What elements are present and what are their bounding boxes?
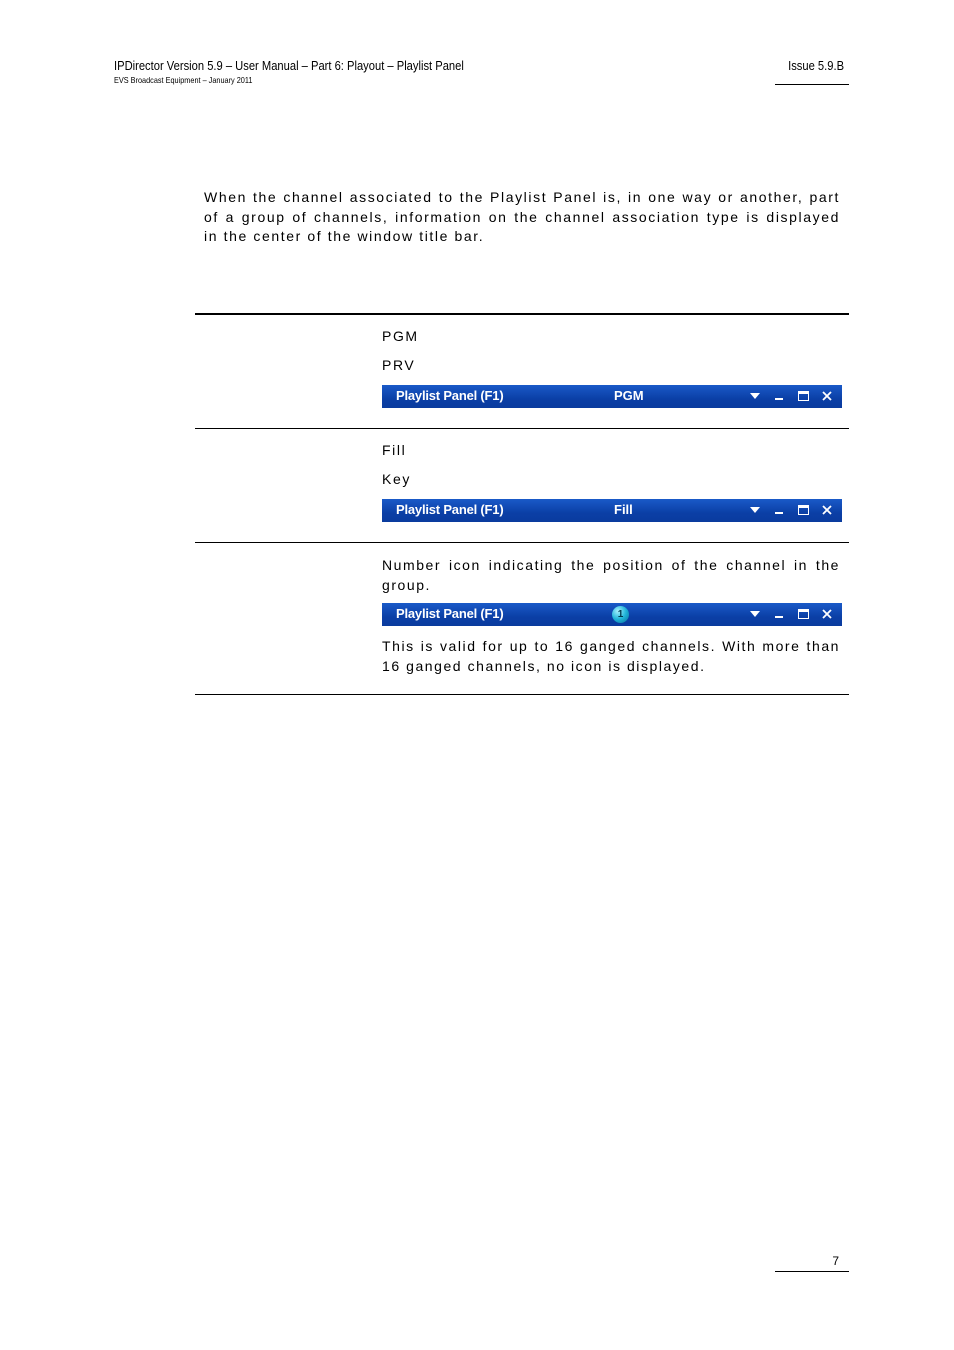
table-row bbox=[195, 543, 849, 695]
minimize-icon[interactable] bbox=[770, 502, 788, 518]
window-titlebar-fill bbox=[382, 499, 842, 522]
footer-rule bbox=[775, 1271, 849, 1272]
dropdown-arrow-icon[interactable] bbox=[746, 606, 764, 622]
header-issue: Issue 5.9.B bbox=[788, 58, 844, 73]
list-item: Fill bbox=[382, 442, 407, 458]
table-cell bbox=[382, 543, 840, 694]
header-title: IPDirector Version 5.9 – User Manual – Part 6: Playout – Playlist Panel bbox=[114, 58, 464, 73]
window-titlebar-number bbox=[382, 603, 842, 626]
dropdown-arrow-icon[interactable] bbox=[746, 388, 764, 404]
intro-paragraph: When the channel associated to the Playlist Panel is, in one way or another, part of a group of channels, information on the channel association type is displayed in the center of the window title bar. bbox=[204, 189, 840, 244]
maximize-icon[interactable] bbox=[794, 606, 812, 622]
titlebar-association: Fill bbox=[614, 502, 633, 517]
titlebar-controls bbox=[746, 388, 836, 404]
association-table bbox=[195, 313, 849, 695]
table-cell bbox=[382, 429, 840, 542]
list-item: PGM bbox=[382, 328, 419, 344]
titlebar-title: Playlist Panel (F1) bbox=[396, 502, 504, 517]
close-icon[interactable] bbox=[818, 388, 836, 404]
dropdown-arrow-icon[interactable] bbox=[746, 502, 764, 518]
titlebar-controls bbox=[746, 502, 836, 518]
header-rule bbox=[775, 84, 849, 85]
list-item: PRV bbox=[382, 357, 416, 373]
row-description: Number icon indicating the position of the channel in the group. bbox=[382, 557, 840, 593]
table-row bbox=[195, 429, 849, 543]
page-number: 7 bbox=[832, 1254, 839, 1268]
table-row bbox=[195, 315, 849, 429]
row-note: This is valid for up to 16 ganged channels. With more than 16 ganged channels, no icon is displayed. bbox=[382, 638, 840, 674]
maximize-icon[interactable] bbox=[794, 388, 812, 404]
titlebar-association: PGM bbox=[614, 388, 644, 403]
table-cell bbox=[382, 315, 840, 428]
window-titlebar-pgm bbox=[382, 385, 842, 408]
channel-number-icon: 1 bbox=[612, 606, 629, 623]
titlebar-title: Playlist Panel (F1) bbox=[396, 388, 504, 403]
titlebar-controls bbox=[746, 606, 836, 622]
minimize-icon[interactable] bbox=[770, 388, 788, 404]
list-item: Key bbox=[382, 471, 411, 487]
titlebar-title: Playlist Panel (F1) bbox=[396, 606, 504, 621]
minimize-icon[interactable] bbox=[770, 606, 788, 622]
close-icon[interactable] bbox=[818, 606, 836, 622]
close-icon[interactable] bbox=[818, 502, 836, 518]
maximize-icon[interactable] bbox=[794, 502, 812, 518]
header-subtitle: EVS Broadcast Equipment – January 2011 bbox=[114, 75, 253, 85]
header-left bbox=[114, 58, 521, 85]
